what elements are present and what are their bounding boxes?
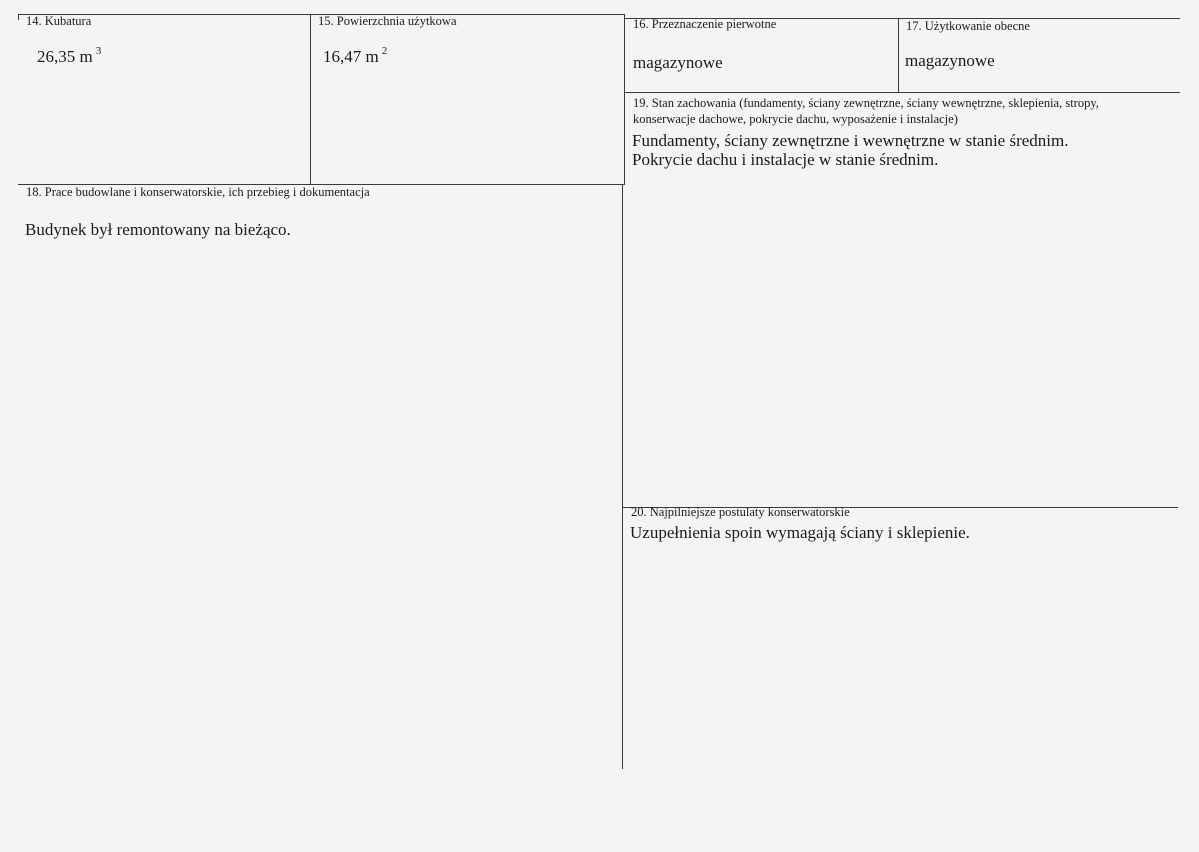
stan-value-line2: Pokrycie dachu i instalacje w stanie średnim. [632, 150, 939, 169]
divider-14-15 [310, 14, 311, 184]
powierzchnia-number: 16,47 m [323, 47, 379, 66]
stan-label-line2: konserwacje dachowe, pokrycie dachu, wyposażenie i instalacje) [633, 112, 958, 126]
divider-row-19 [624, 92, 1180, 93]
uzytkowanie-label: 17. Użytkowanie obecne [906, 19, 1030, 33]
powierzchnia-value [323, 47, 387, 67]
kubatura-exponent: 3 [95, 45, 102, 57]
left-border-stub [18, 14, 19, 20]
przeznaczenie-value: magazynowe [633, 53, 723, 72]
stan-label-line1: 19. Stan zachowania (fundamenty, ściany zewnętrzne, ściany wewnętrzne, sklepienia, stropy, [633, 96, 1099, 110]
postulaty-value: Uzupełnienia spoin wymagają ściany i sklepienie. [630, 523, 970, 542]
kubatura-value [37, 47, 101, 67]
divider-15-16 [624, 14, 625, 184]
kubatura-label: 14. Kubatura [26, 14, 92, 28]
uzytkowanie-value: magazynowe [905, 51, 995, 70]
divider-column-center [622, 184, 623, 769]
prace-value: Budynek był remontowany na bieżąco. [25, 220, 291, 239]
powierzchnia-label: 15. Powierzchnia użytkowa [318, 14, 457, 28]
przeznaczenie-label: 16. Przeznaczenie pierwotne [633, 17, 777, 31]
stan-value-line1: Fundamenty, ściany zewnętrzne i wewnętrzne w stanie średnim. [632, 131, 1069, 150]
powierzchnia-exponent: 2 [381, 45, 388, 57]
postulaty-label: 20. Najpilniejsze postulaty konserwatorskie [631, 505, 850, 519]
divider-16-17 [898, 18, 899, 92]
kubatura-number: 26,35 m [37, 47, 93, 66]
prace-label: 18. Prace budowlane i konserwatorskie, ich przebieg i dokumentacja [26, 185, 370, 199]
